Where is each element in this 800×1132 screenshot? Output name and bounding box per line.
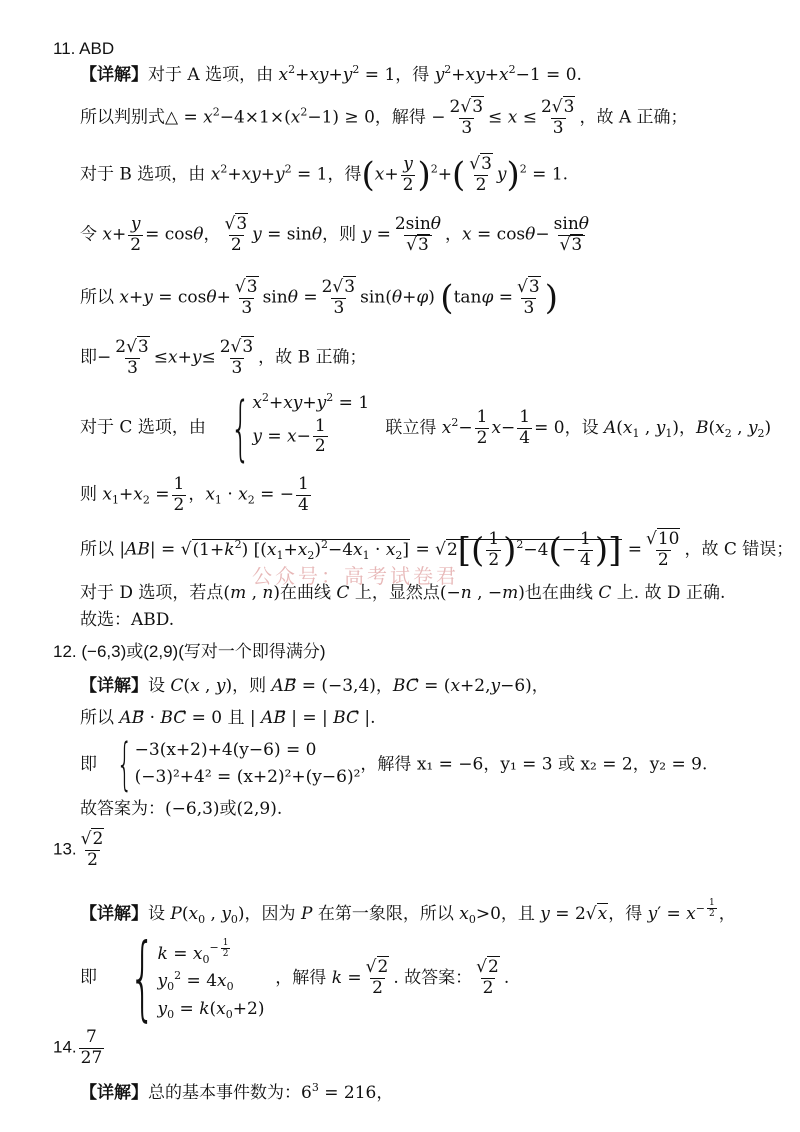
q11-line9: 所以 $|AB| = √(1+k^2) [(x_1+x_2)^2-4x_1 \cdot x_2] = √2$[( $\frac{1}{2}$ )$^2$−4(− $\frac{1}{4}$ )] = $\frac{√10}{2}$ ，故 C 错误； — [80, 529, 794, 571]
q12-solution: ，解得 x₁ = −6，y₁ = 3 或 x₂ = 2，y₂ = 9. — [360, 754, 708, 775]
watermark: 公众号：高考试卷君 — [252, 564, 459, 588]
q13-number: 13. $\frac{√2}{2}$ — [53, 829, 104, 870]
q14-line1: 【详解】总的基本事件数为：$6^3 = 216$， — [80, 1081, 394, 1103]
q13-line2: 即 { $k = x_0^{- \frac{1}{2}}$ $y_0^2 = 4x_0$ $y_0 = k(x_0+2)$ ，解得 k = $\frac{√2}{2}$ . 故答案： $\frac{√2}{2}$ . — [80, 924, 510, 1031]
q11-line7: 对于 C 选项，由 { $x^2+xy+y^2 = 1$ y = x− $\frac{1}{2}$ 联立得 $x^2-$ $\frac{1}{2}$ x− $\frac{1}{4}$ = 0，设 $A(x_1$ , $y_1$)，$B(x_2$ , $y_2$) — [80, 387, 772, 469]
q12-system-row1: −3(x+2)+4(y−6) = 0 — [134, 740, 317, 760]
q11-number: 11. ABD — [53, 39, 115, 58]
q13-detail-tag: 【详解】 — [80, 903, 148, 924]
q12-line4: 故答案为：(−6,3)或(2,9). — [80, 799, 283, 819]
q11-line3: 对于 B 选项，由 $x^2+xy+y^2 = 1$，得(x+ $\frac{y}{2}$ )$^2$+( $\frac{√3}{2}$ y)$^2$ = 1. — [80, 154, 569, 196]
q11-line4: 令 x+ $\frac{y}{2}$ = cosθ， $\frac{√3}{2}$ y = sinθ，则 y = $\frac{2\sin\theta}{√3}$ ，x = cosθ− $\frac{\sin\theta}{√3}$ — [80, 214, 590, 255]
q12-line2: 所以 AB⃗ · BC⃗ = 0 且 | AB⃗ | = | BC⃗ |. — [80, 708, 376, 728]
q12-system-row2: (−3)²+4² = (x+2)²+(y−6)² — [134, 767, 361, 787]
q12-line3: 即 { −3(x+2)+4(y−6) = 0 (−3)²+4² = (x+2)²+(y−6)² ，解得 x₁ = −6，y₁ = 3 或 x₂ = 2，y₂ = 9. — [80, 732, 708, 797]
q11-line10: 对于 D 选项，若点(m , n)在曲线 C 上，显然点(−n , −m)也在曲线 C 上. 故 D 正确. — [80, 583, 726, 603]
q11-detail-tag: 【详解】 — [80, 65, 148, 85]
q12-detail-tag: 【详解】 — [80, 676, 148, 696]
q12-line1: 【详解】设 C(x , y)，则 AB⃗ = (−3,4)，BC⃗ = (x+2,y−6)， — [80, 676, 549, 696]
q12-number: 12. (−6,3)或(2,9)(写对一个即得满分) — [53, 642, 326, 661]
q11-line1: 【详解】对于 A 选项，由 $x^2+xy+y^2 = 1$，得 $y^2+xy+x^2-1 = 0$. — [80, 63, 582, 85]
q11-line2: 所以判别式△ = $x^2-4\times 1\times(x^2-1) \ge 0$，解得 − $\frac{2√3}{3}$ ≤ x ≤ $\frac{2√3}{3}$ ，故 A 正确； — [80, 97, 688, 138]
q14-detail-tag: 【详解】 — [80, 1083, 148, 1103]
q11-line5: 所以 x+y = cosθ+ $\frac{√3}{3}$ sinθ = $\frac{2√3}{3}$ sin(θ+φ) (tanφ = $\frac{√3}{3}$ ) — [80, 277, 558, 319]
q11-line6: 即− $\frac{2√3}{3}$ ≤x+y≤ $\frac{2√3}{3}$ ，故 B 正确； — [80, 337, 367, 378]
q13-line1: 【详解】设 $P(x_0$ , $y_0$)，因为 P 在第一象限，所以 $x_0>0$，且 y = 2√x，得 $y' = x^{- \frac{1}{2}}$ ， — [80, 898, 736, 926]
q14-number: 14. $\frac{7}{27}$ — [53, 1027, 103, 1068]
q11-line11: 故选：ABD. — [80, 610, 175, 630]
q11-line8: 则 $x_1+x_2$ = $\frac{1}{2}$ ，$x_1 \cdot x_2$ = − $\frac{1}{4}$ — [80, 474, 309, 515]
